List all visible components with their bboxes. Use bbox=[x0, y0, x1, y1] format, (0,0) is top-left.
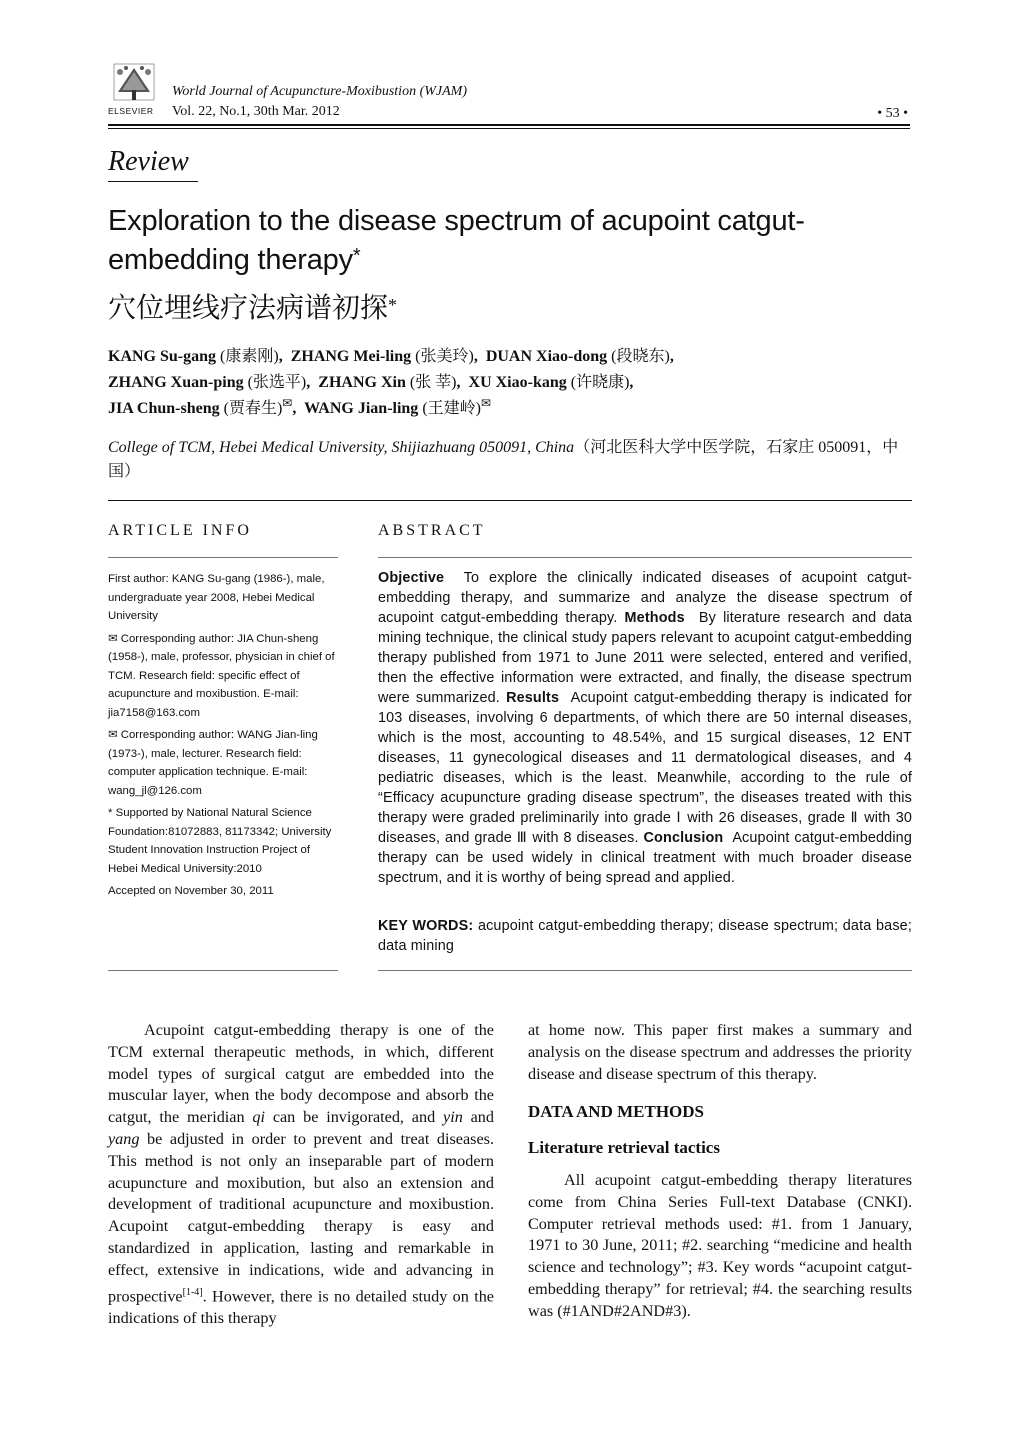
article-info-heading: ARTICLE INFO bbox=[108, 522, 252, 539]
citation: [1-4] bbox=[182, 1286, 203, 1298]
results-label: Results bbox=[506, 690, 560, 706]
funding-note: * Supported by National Natural Science Foundation:81072883, 81173342; University Student Innovation Instruction Project of Hebei Medical University:2010 bbox=[108, 807, 332, 875]
keywords-label: KEY WORDS: bbox=[378, 918, 474, 934]
body-column-right bbox=[528, 1020, 912, 1085]
accepted-date: Accepted on November 30, 2011 bbox=[108, 885, 274, 897]
title-chinese-text: 穴位埋线疗法病谱初探 bbox=[108, 293, 389, 324]
results-text: Acupoint catgut-embedding therapy is indicated for 103 diseases, involving 6 departments, of which there are 50 internal diseases, which is the most, accounting to 48.54%, and 15 surgical diseases, 12 ENT diseases, 11 gynecological diseases and 11 dermatological diseases, and 4 pediatric diseases, which is the least. Meanwhile, according to the rule of “Efficacy acupuncture grading disease spectrum”, the diseases treated with this therapy were graded preliminarily into grade Ⅰ with 26 diseases, grade Ⅱ with 30 diseases, and grade Ⅲ with 8 diseases. bbox=[378, 690, 912, 846]
section-label: Review bbox=[108, 146, 189, 177]
body-column-right-lower bbox=[528, 1170, 912, 1323]
keywords bbox=[378, 916, 912, 956]
journal-name: World Journal of Acupuncture-Moxibustion (WJAM) bbox=[172, 84, 467, 99]
author: ZHANG Mei-ling (张美玲), bbox=[290, 348, 478, 365]
conclusion-text: Acupoint catgut-embedding therapy can be used widely in clinical treatment with much broader disease spectrum, and it is worthy of being spread and applied. bbox=[378, 830, 912, 886]
subsection-heading: Literature retrieval tactics bbox=[528, 1138, 720, 1157]
title-english bbox=[108, 202, 868, 280]
body-column-left bbox=[108, 1020, 494, 1330]
title-zh-footnote-marker: * bbox=[388, 295, 398, 315]
author: XU Xiao-kang (许晓康), bbox=[468, 374, 634, 391]
divider bbox=[378, 970, 912, 971]
affiliation-chinese: （河北医科大学中医学院，石家庄 050091，中国） bbox=[108, 439, 899, 480]
abstract-heading: ABSTRACT bbox=[378, 522, 486, 539]
section-heading: DATA AND METHODS bbox=[528, 1102, 705, 1121]
journal-volume: Vol. 22, No.1, 30th Mar. 2012 bbox=[172, 104, 340, 119]
header-rule-thin bbox=[108, 128, 910, 129]
header-rule bbox=[108, 124, 910, 126]
author: KANG Su-gang (康素刚), bbox=[108, 348, 283, 365]
mail-icon: ✉ bbox=[108, 632, 121, 645]
affiliation-english: College of TCM, Hebei Medical University, Shijiazhuang 050091, China bbox=[108, 439, 575, 456]
title-footnote-marker: * bbox=[352, 245, 361, 267]
divider bbox=[378, 557, 912, 558]
methods-label: Methods bbox=[624, 610, 685, 626]
publisher-logo bbox=[108, 62, 160, 118]
article-info-notes bbox=[108, 570, 342, 905]
page-number: • 53 • bbox=[877, 106, 908, 121]
first-author-note: First author: KANG Su-gang (1986-), male, undergraduate year 2008, Hebei Medical University bbox=[108, 573, 325, 622]
author: ZHANG Xin (张 莘), bbox=[318, 374, 461, 391]
author: JIA Chun-sheng (贾春生)✉, bbox=[108, 396, 297, 417]
divider bbox=[108, 500, 912, 501]
mail-icon: ✉ bbox=[480, 396, 492, 410]
body-paragraph: Acupoint catgut-embedding therapy is one of the TCM external therapeutic methods, in which, different model types of surgical catgut are embedded into the muscular layer, when the body decompose and absorb the catgut, the meridian qi can be invigorated, and yin and yang be adjusted in order to prevent and treat diseases. This method is not only an inseparable part of modern acupuncture and moxibution, but also an extension and development of traditional acupuncture and moxibustion. Acupoint catgut-embedding therapy is easy and standardized in application, lasting and remarkable in effect, extensive in indications, wide and advancing in prospective[1-4]. However, there is no detailed study on the indications of this therapy bbox=[108, 1021, 494, 1327]
abstract-text bbox=[378, 568, 912, 888]
mail-icon: ✉ bbox=[282, 396, 293, 410]
objective-text: To explore the clinically indicated diseases of acupoint catgut-embedding therapy, and summarize and analyze the disease spectrum of acupoint catgut-embedding therapy. bbox=[378, 570, 912, 626]
objective-label: Objective bbox=[378, 570, 445, 586]
mail-icon: ✉ bbox=[108, 729, 121, 741]
divider bbox=[108, 557, 338, 558]
corresponding-author-note: ✉ Corresponding author: WANG Jian-ling (1973-), male, lecturer. Research field: computer application technique. E-mail: wang_jl@126.com bbox=[108, 729, 318, 797]
body-paragraph: at home now. This paper first makes a summary and analysis on the disease spectrum and addresses the priority disease and disease spectrum of this therapy. bbox=[528, 1021, 912, 1083]
methods-text: By literature research and data mining technique, the clinical study papers relevant to acupoint catgut-embedding therapy published from 1971 to June 2011 were selected, entered and verified, then the effective information were extracted, and finally, the disease spectrum were summarized. bbox=[378, 610, 913, 706]
author: WANG Jian-ling (王建岭)✉ bbox=[304, 396, 492, 417]
corresponding-author-note: ✉ Corresponding author: JIA Chun-sheng (1958-), male, professor, physician in chief of TCM. Research field: specific effect of acupuncture and moxibustion. E-mail: jia7158@163.com bbox=[108, 632, 335, 719]
logo-text: ELSEVIER bbox=[108, 106, 154, 116]
body-paragraph: All acupoint catgut-embedding therapy literatures come from China Series Full-text Database (CNKI). Computer retrieval methods used: #1. from 1 January, 1971 to 30 June, 2011; #2. searching “medicine and health science and technology”; #3. Key words “acupoint catgut-embedding therapy” for retrieval; #4. the searching results was (#1AND#2AND#3). bbox=[528, 1171, 912, 1320]
title-chinese bbox=[108, 292, 397, 326]
title-english-text: Exploration to the disease spectrum of acupoint catgut-embedding therapy bbox=[108, 205, 805, 276]
author: ZHANG Xuan-ping (张选平), bbox=[108, 374, 311, 391]
author-list bbox=[108, 344, 908, 422]
keywords-text: acupoint catgut-embedding therapy; disease spectrum; data base; data mining bbox=[378, 918, 912, 954]
affiliation bbox=[108, 436, 916, 484]
divider bbox=[108, 970, 338, 971]
section-underline bbox=[108, 181, 198, 182]
conclusion-label: Conclusion bbox=[643, 830, 724, 846]
author: DUAN Xiao-dong (段晓东), bbox=[485, 348, 674, 365]
